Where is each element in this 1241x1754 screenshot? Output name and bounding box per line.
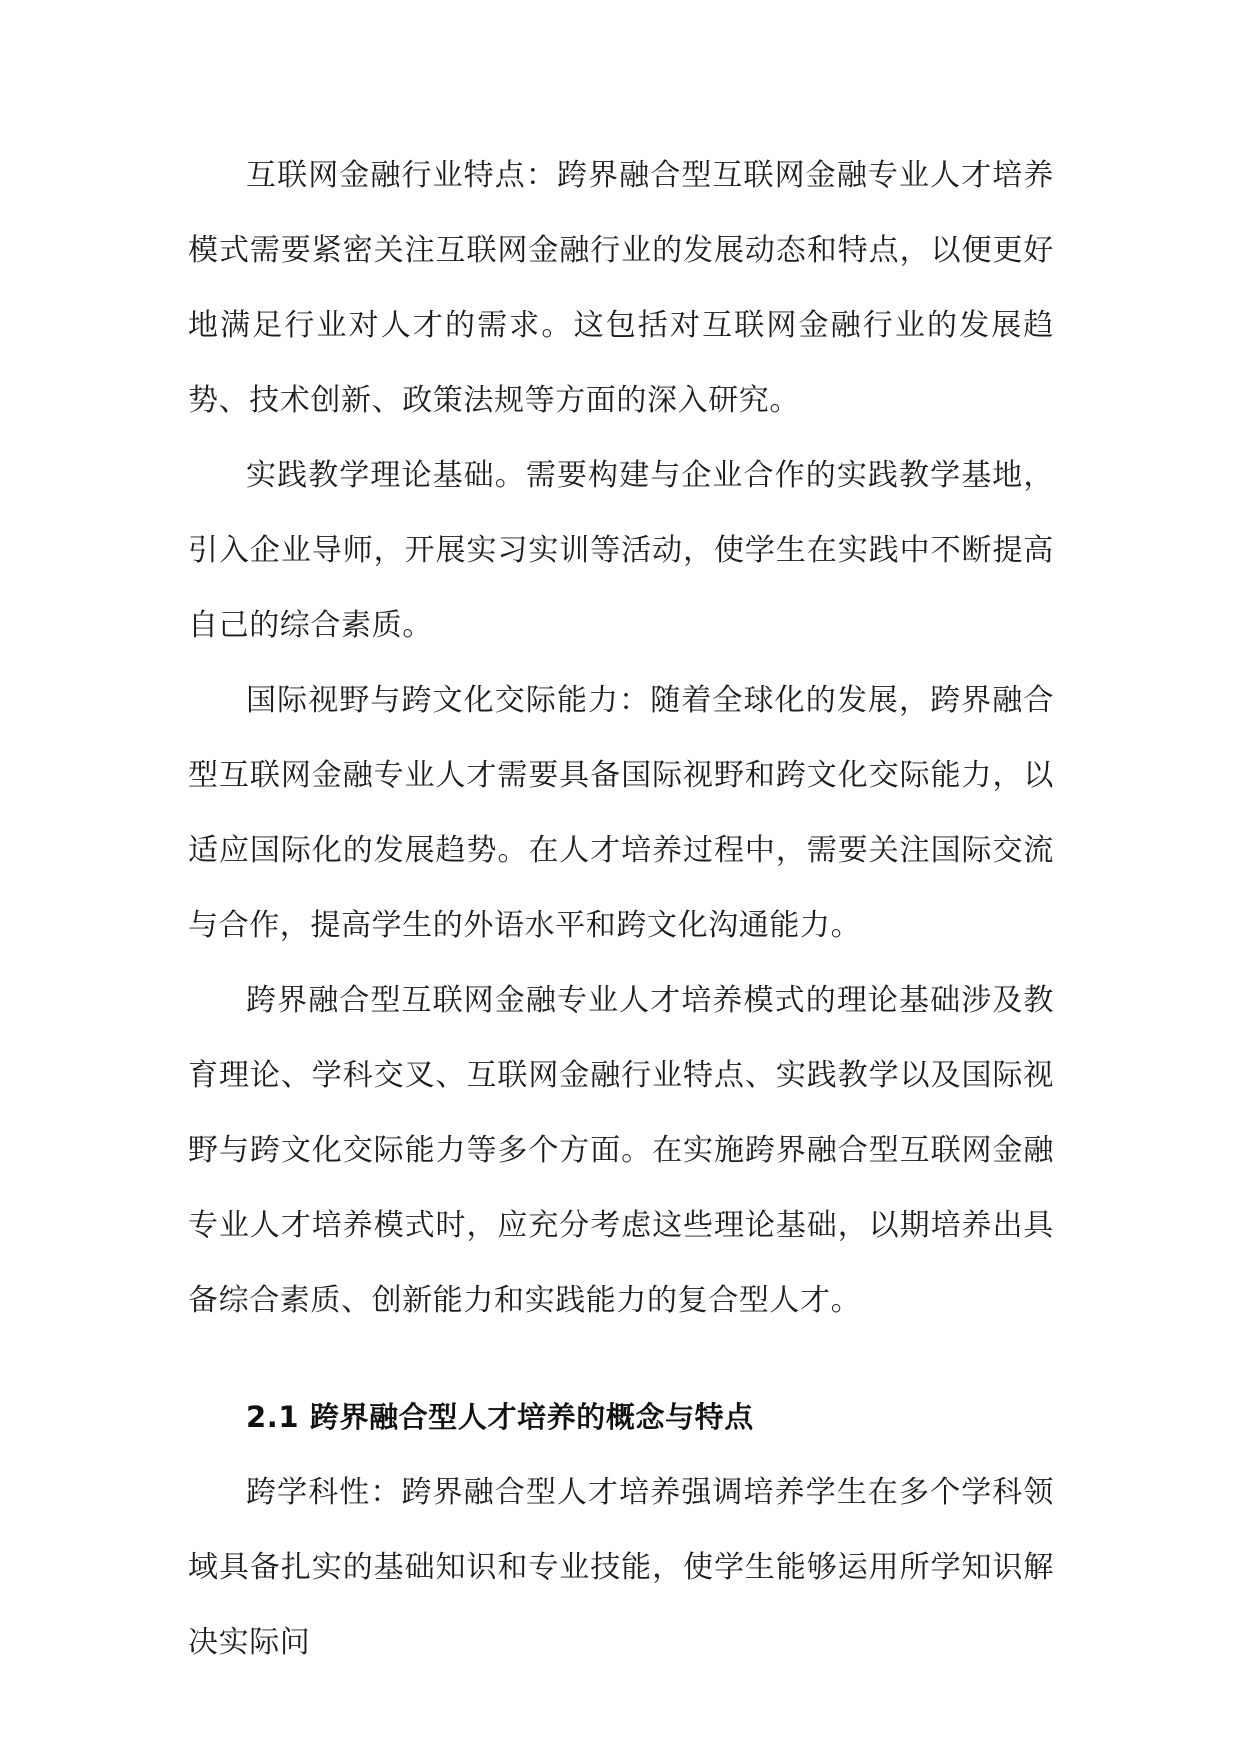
paragraph-industry-features: 互联网金融行业特点：跨界融合型互联网金融专业人才培养模式需要紧密关注互联网金融行业的发展动态和特点，以便更好地满足行业对人才的需求。这包括对互联网金融行业的发展趋势、技术创新、政策法规等方面的深入研究。 xyxy=(188,158,1054,418)
paragraph-practice-teaching: 实践教学理论基础。需要构建与企业合作的实践教学基地，引入企业导师，开展实习实训等活动，使学生在实践中不断提高自己的综合素质。 xyxy=(188,458,1054,643)
paragraph-interdisciplinary: 跨学科性：跨界融合型人才培养强调培养学生在多个学科领域具备扎实的基础知识和专业技能，使学生能够运用所学知识解决实际问 xyxy=(188,1475,1054,1660)
document-body xyxy=(188,138,1054,1680)
paragraph-theory-summary: 跨界融合型互联网金融专业人才培养模式的理论基础涉及教育理论、学科交叉、互联网金融行业特点、实践教学以及国际视野与跨文化交际能力等多个方面。在实施跨界融合型互联网金融专业人才培养模式时，应充分考虑这些理论基础，以期培养出具备综合素质、创新能力和实践能力的复合型人才。 xyxy=(188,983,1054,1318)
section-heading: 2.1 跨界融合型人才培养的概念与特点 xyxy=(246,1400,754,1434)
paragraph-international-vision: 国际视野与跨文化交际能力：随着全球化的发展，跨界融合型互联网金融专业人才需要具备国际视野和跨文化交际能力，以适应国际化的发展趋势。在人才培养过程中，需要关注国际交流与合作，提高学生的外语水平和跨文化沟通能力。 xyxy=(188,683,1054,943)
